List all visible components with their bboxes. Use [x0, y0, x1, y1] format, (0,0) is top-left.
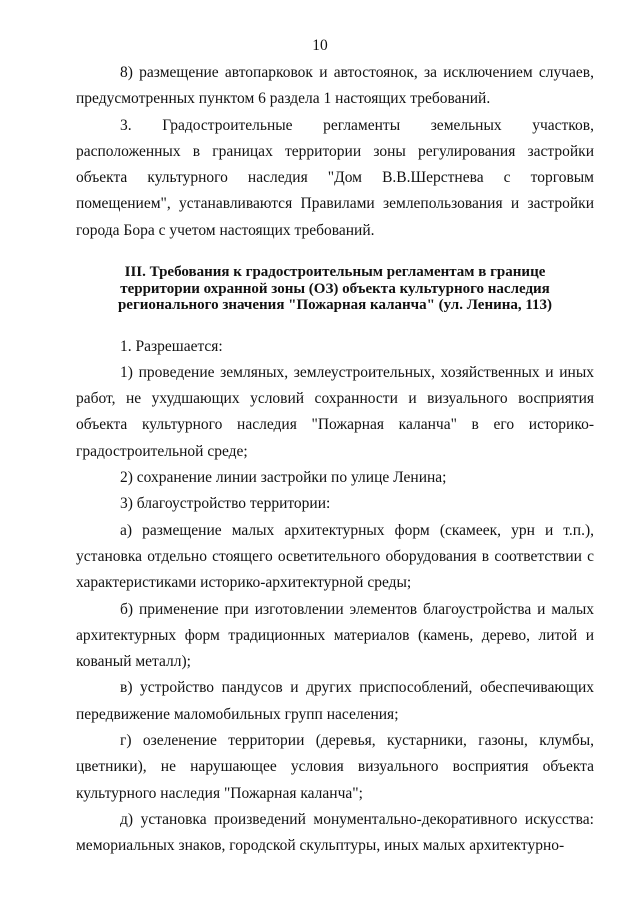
document-body: [76, 60, 594, 860]
paragraph-item-8: 8) размещение автопарковок и автостоянок, за исключением случаев, предусмотренных пунктом 6 раздела 1 настоящих требований.: [76, 64, 594, 108]
paragraph-item-2: 2) сохранение линии застройки по улице Ленина;: [120, 469, 447, 487]
paragraph-sub-v: в) устройство пандусов и других приспособлений, обеспечивающих передвижение маломобильных групп населения;: [76, 679, 594, 723]
paragraph-sub-d: д) установка произведений монументально-декоративного искусства: мемориальных знаков, городской скульптуры, иных малых архитектурно-: [76, 810, 594, 855]
paragraph-sub-g: г) озеленение территории (деревья, кустарники, газоны, клумбы, цветники), не нарушающее условия визуального восприятия объекта культурного наследия "Пожарная каланча";: [76, 732, 594, 802]
paragraph-sub-b: б) применение при изготовлении элементов благоустройства и малых архитектурных форм традиционных материалов (камень, дерево, литой и кованый металл);: [76, 600, 594, 671]
paragraph-item-3: 3) благоустройство территории:: [120, 495, 331, 513]
paragraph-permitted: 1. Разрешается:: [120, 337, 223, 355]
paragraph-sub-a: а) размещение малых архитектурных форм (скамеек, урн и т.п.), установка отдельно стоящего осветительного оборудования в соответствии с характеристиками историко-архитектурной среды;: [76, 521, 594, 592]
page-number: 10: [312, 37, 328, 54]
paragraph-item-1: 1) проведение земляных, землеустроительных, хозяйственных и иных работ, не ухудшающих условий сохранности и визуального восприятия объекта культурного наследия "Пожарная каланча" в его историко-градостроительной среде;: [76, 363, 594, 460]
section-heading: III. Требования к градостроительным регламентам в границе территории охранной зоны (ОЗ) объекта культурного наследия регионального значения "Пожарная каланча" (ул. Ленина, 113): [117, 264, 553, 314]
paragraph-point-3: 3. Градостроительные регламенты земельных участков, расположенных в границах территории зоны регулирования застройки объекта культурного наследия "Дом В.В.Шерстнева с торговым помещением", устанавливаются Правилами землепользования и застройки города Бора с учетом настоящих требований.: [76, 116, 594, 239]
